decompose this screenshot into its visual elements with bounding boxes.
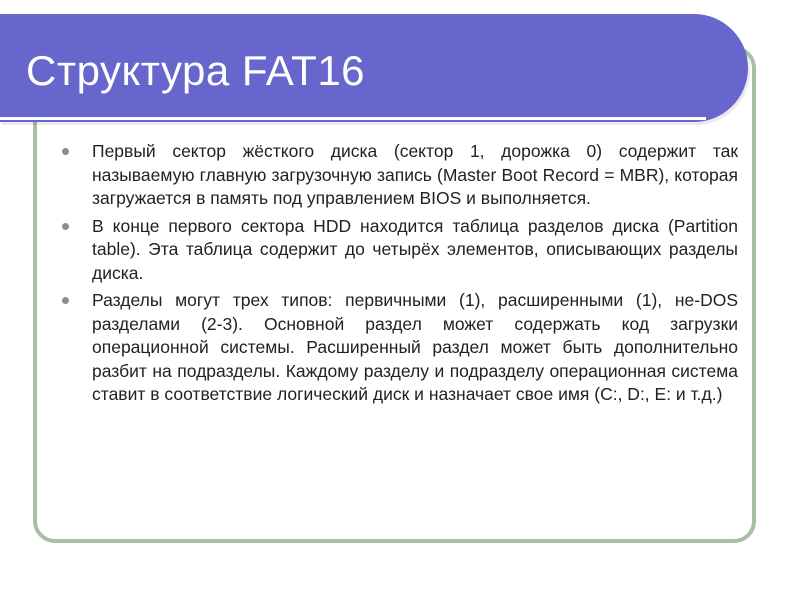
bullet-text: Разделы могут трех типов: первичными (1), расширенными (1), не-DOS разделами (2-3). Основной раздел может содержать код загрузки операционной системы. Расширенный раздел может быть дополнительно разбит на подразделы. Каждому разделу и подразделу операционная система ставит в соответствие логический диск и назначает свое имя (C:, D:, E: и т.д.) [92, 290, 738, 404]
bullet-list [62, 140, 738, 407]
bullet-dot-icon [62, 297, 69, 304]
bullet-item-partition-table [62, 215, 738, 286]
bullet-dot-icon [62, 148, 69, 155]
title-underline [0, 117, 706, 120]
title-bar [0, 14, 748, 122]
slide-title: Структура FAT16 [26, 47, 366, 94]
bullet-item-partition-types [62, 289, 738, 407]
bullet-text: В конце первого сектора HDD находится таблица разделов диска (Partition table). Эта таблица содержит до четырёх элементов, описывающих разделы диска. [92, 215, 738, 283]
bullet-dot-icon [62, 223, 69, 230]
bullet-item-mbr [62, 140, 738, 211]
slide-content [62, 140, 738, 411]
bullet-text: Первый сектор жёсткого диска (сектор 1, дорожка 0) содержит так называемую главную загрузочную запись (Master Boot Record = MBR), которая загружается в память под управлением BIOS и выполняется. [92, 141, 738, 208]
